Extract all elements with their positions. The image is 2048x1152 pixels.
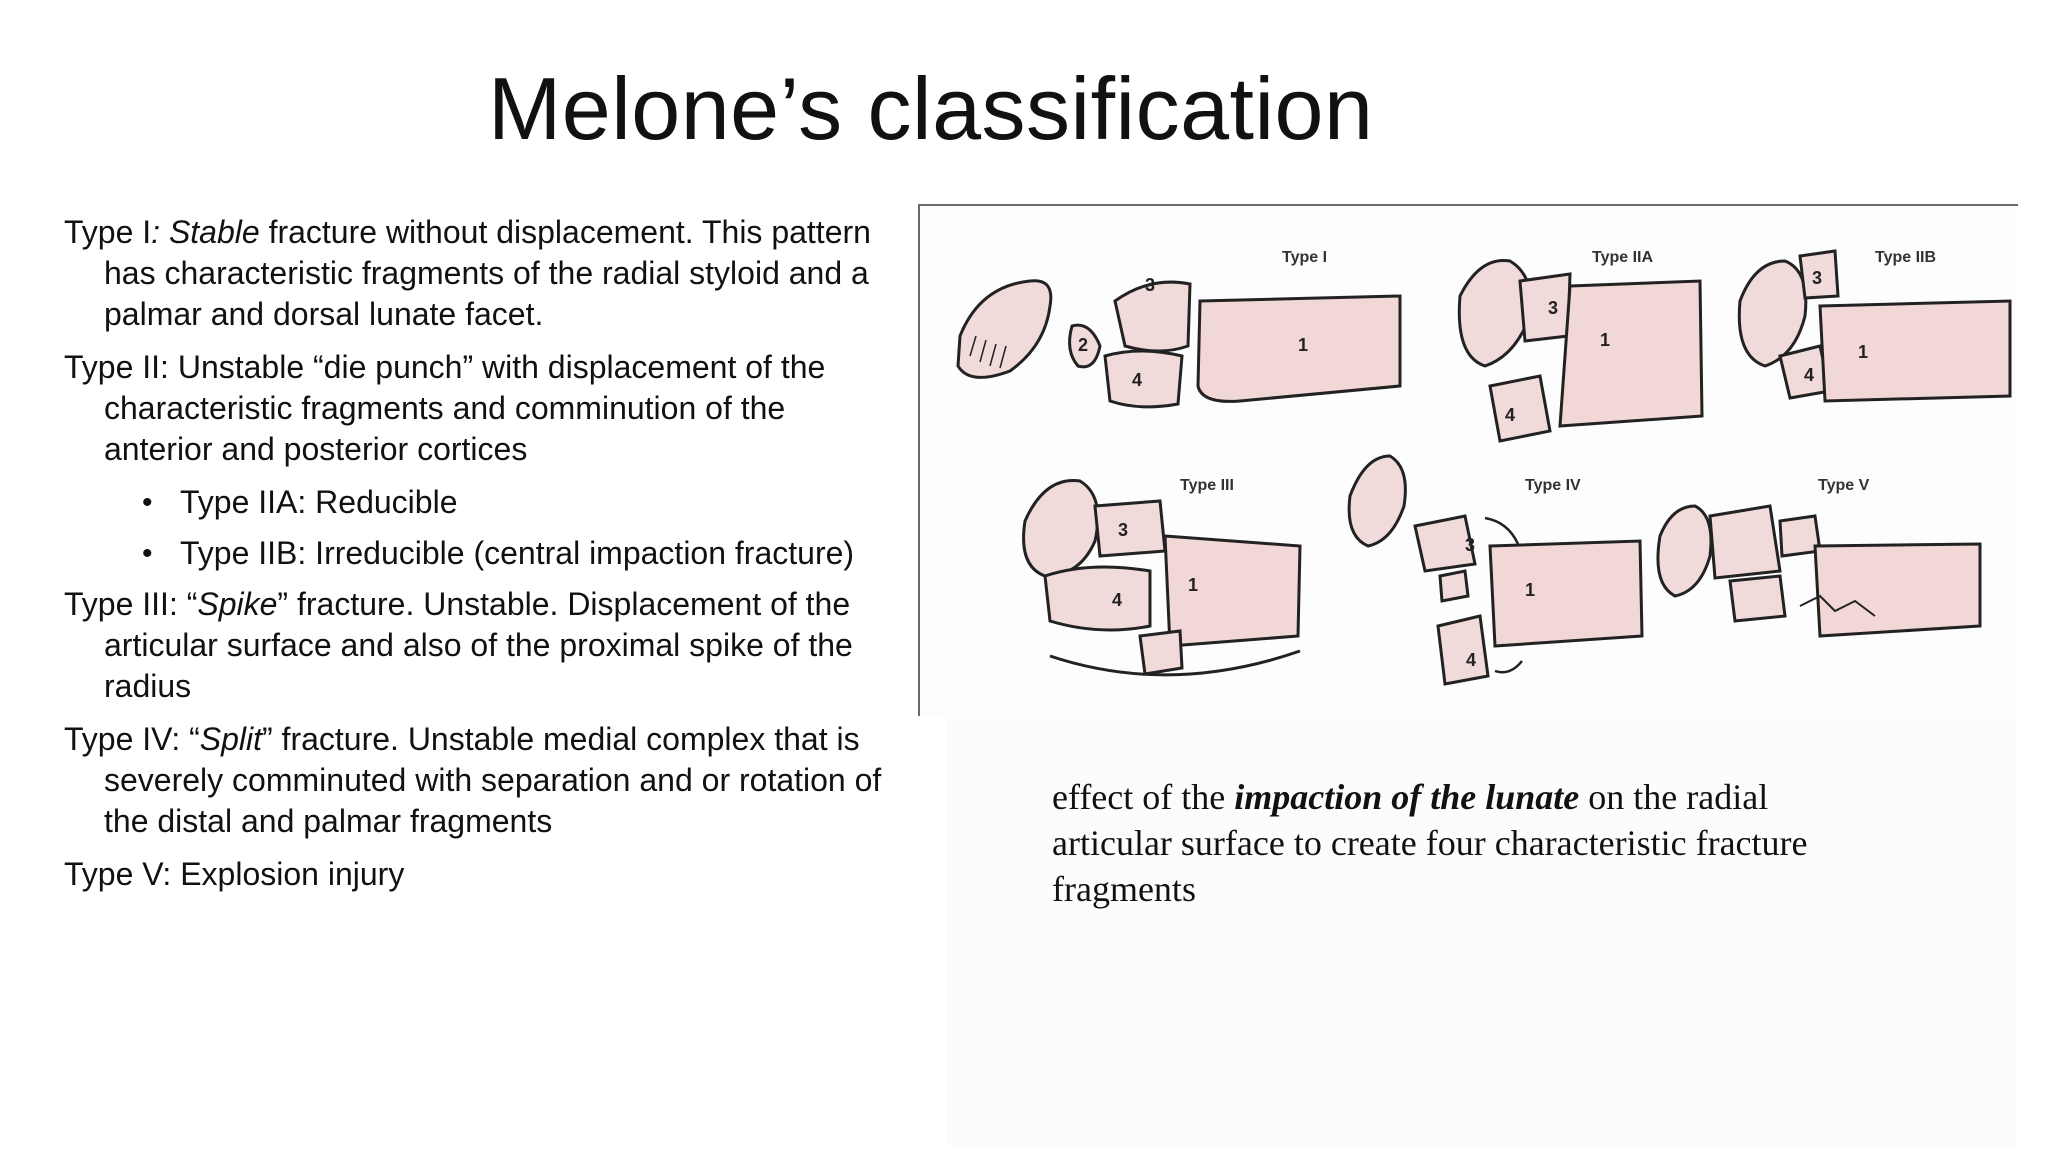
type-1-lead: Type I [64, 214, 152, 250]
type-2b-illustration [1739, 249, 2010, 401]
fragment-4-label: 4 [1112, 590, 1123, 610]
fracture-illustration [920, 206, 2018, 716]
bullet-dot-icon: • [142, 537, 153, 570]
type-1-colon: : [151, 214, 169, 250]
radius-shaft [1165, 536, 1300, 646]
fragment-4-label: 4 [1132, 370, 1143, 390]
scaphoid-bone [1024, 481, 1098, 577]
fragment-3-label: 3 [1465, 535, 1476, 555]
fragment-3 [1520, 274, 1570, 341]
fragment-1-label: 1 [1188, 575, 1199, 595]
scaphoid-bone [1658, 506, 1711, 596]
type-2a-illustration [1459, 249, 1702, 441]
type-2b-text: Type IIB: Irreducible (central impaction fracture) [180, 535, 855, 571]
spike-fragment [1140, 631, 1182, 674]
type-2b-subitem [64, 533, 894, 574]
type-2-item: Type II: Unstable “die punch” with displacement of the characteristic fragments and comminution of the anterior and posterior cortices [64, 349, 826, 467]
type-4-emphasis: Split [199, 721, 262, 757]
fragment-1-label: 1 [1858, 342, 1869, 362]
comminuted-fragment [1730, 576, 1785, 621]
comminuted-fragment [1710, 506, 1780, 578]
fracture-diagram [918, 204, 2018, 716]
fragment-1-label: 1 [1600, 330, 1611, 350]
radius-shaft [1815, 544, 1980, 636]
caption-lead: effect of the [1052, 777, 1235, 817]
type-3-label: Type III [1180, 477, 1234, 494]
fragment-3-label: 3 [1118, 520, 1129, 540]
fragment-3-label: 3 [1812, 268, 1823, 288]
bullet-dot-icon: • [142, 486, 153, 519]
type-4-item [64, 719, 894, 842]
type-4-description: ” fracture. Unstable medial complex that is severely comminuted with separation and or rotation of the distal and palmar fragments [104, 721, 882, 839]
fragment-4-label: 4 [1466, 650, 1477, 670]
type-1-description: fracture without displacement. This pattern has characteristic fragments of the radial styloid and a palmar and dorsal lunate facet. [104, 214, 871, 332]
radius-shaft [1820, 301, 2010, 401]
type-1-item [64, 212, 894, 335]
scaphoid-bone [1739, 261, 1806, 366]
type-2a-label: Type IIA [1592, 249, 1654, 266]
type-2a-text: Type IIA: Reducible [180, 484, 458, 520]
caption-rest: on the radial articular surface to create four characteristic fracture fragments [1052, 777, 1808, 909]
type-1-illustration [958, 249, 1400, 407]
type-3-lead: Type III: “ [64, 586, 198, 622]
fragment-4 [1045, 567, 1150, 630]
type-4-lead: Type IV: “ [64, 721, 200, 757]
type-5-illustration [1658, 477, 1980, 636]
fragment-4 [1490, 376, 1550, 441]
type-4-label: Type IV [1525, 477, 1581, 494]
type-3-illustration [1024, 477, 1300, 675]
small-fragment [1440, 571, 1468, 601]
type-3-item [64, 584, 894, 707]
fragment-4 [1438, 616, 1488, 684]
fragment-4-label: 4 [1505, 405, 1516, 425]
type-2b-label: Type IIB [1875, 249, 1937, 266]
rotation-arrow-icon [1485, 518, 1518, 544]
caption-emphasis: impaction of the lunate [1234, 777, 1580, 817]
fragment-3-label: 3 [1145, 275, 1156, 295]
fragment-3 [1095, 501, 1165, 556]
fragment-1-label: 1 [1298, 335, 1309, 355]
fragment-2-label: 2 [1078, 335, 1089, 355]
radius-shaft [1560, 281, 1702, 426]
type-2a-subitem [64, 482, 894, 523]
type-1-emphasis: Stable [168, 214, 260, 250]
rotation-arrow-icon [1495, 661, 1522, 672]
type-5-item: Type V: Explosion injury [64, 856, 405, 892]
fragment-4 [1105, 351, 1182, 407]
type-4-illustration [1349, 456, 1642, 684]
lunate-bone [1349, 456, 1405, 546]
classification-list [64, 212, 894, 907]
type-3-description: ” fracture. Unstable. Displacement of the articular surface and also of the proximal spike of the radius [104, 586, 853, 704]
type-1-label: Type I [1282, 249, 1328, 266]
scaphoid-bone [958, 281, 1051, 378]
type-5-label: Type V [1818, 477, 1870, 494]
fragment-4-label: 4 [1804, 365, 1815, 385]
scaphoid-bone [1459, 260, 1531, 366]
fragment-1-label: 1 [1525, 580, 1536, 600]
figure-caption [1052, 774, 1812, 912]
slide-title: Melone’s classification [488, 59, 1374, 158]
fragment-3-label: 3 [1548, 298, 1559, 318]
type-3-emphasis: Spike [197, 586, 278, 622]
radius-shaft [1490, 541, 1642, 646]
